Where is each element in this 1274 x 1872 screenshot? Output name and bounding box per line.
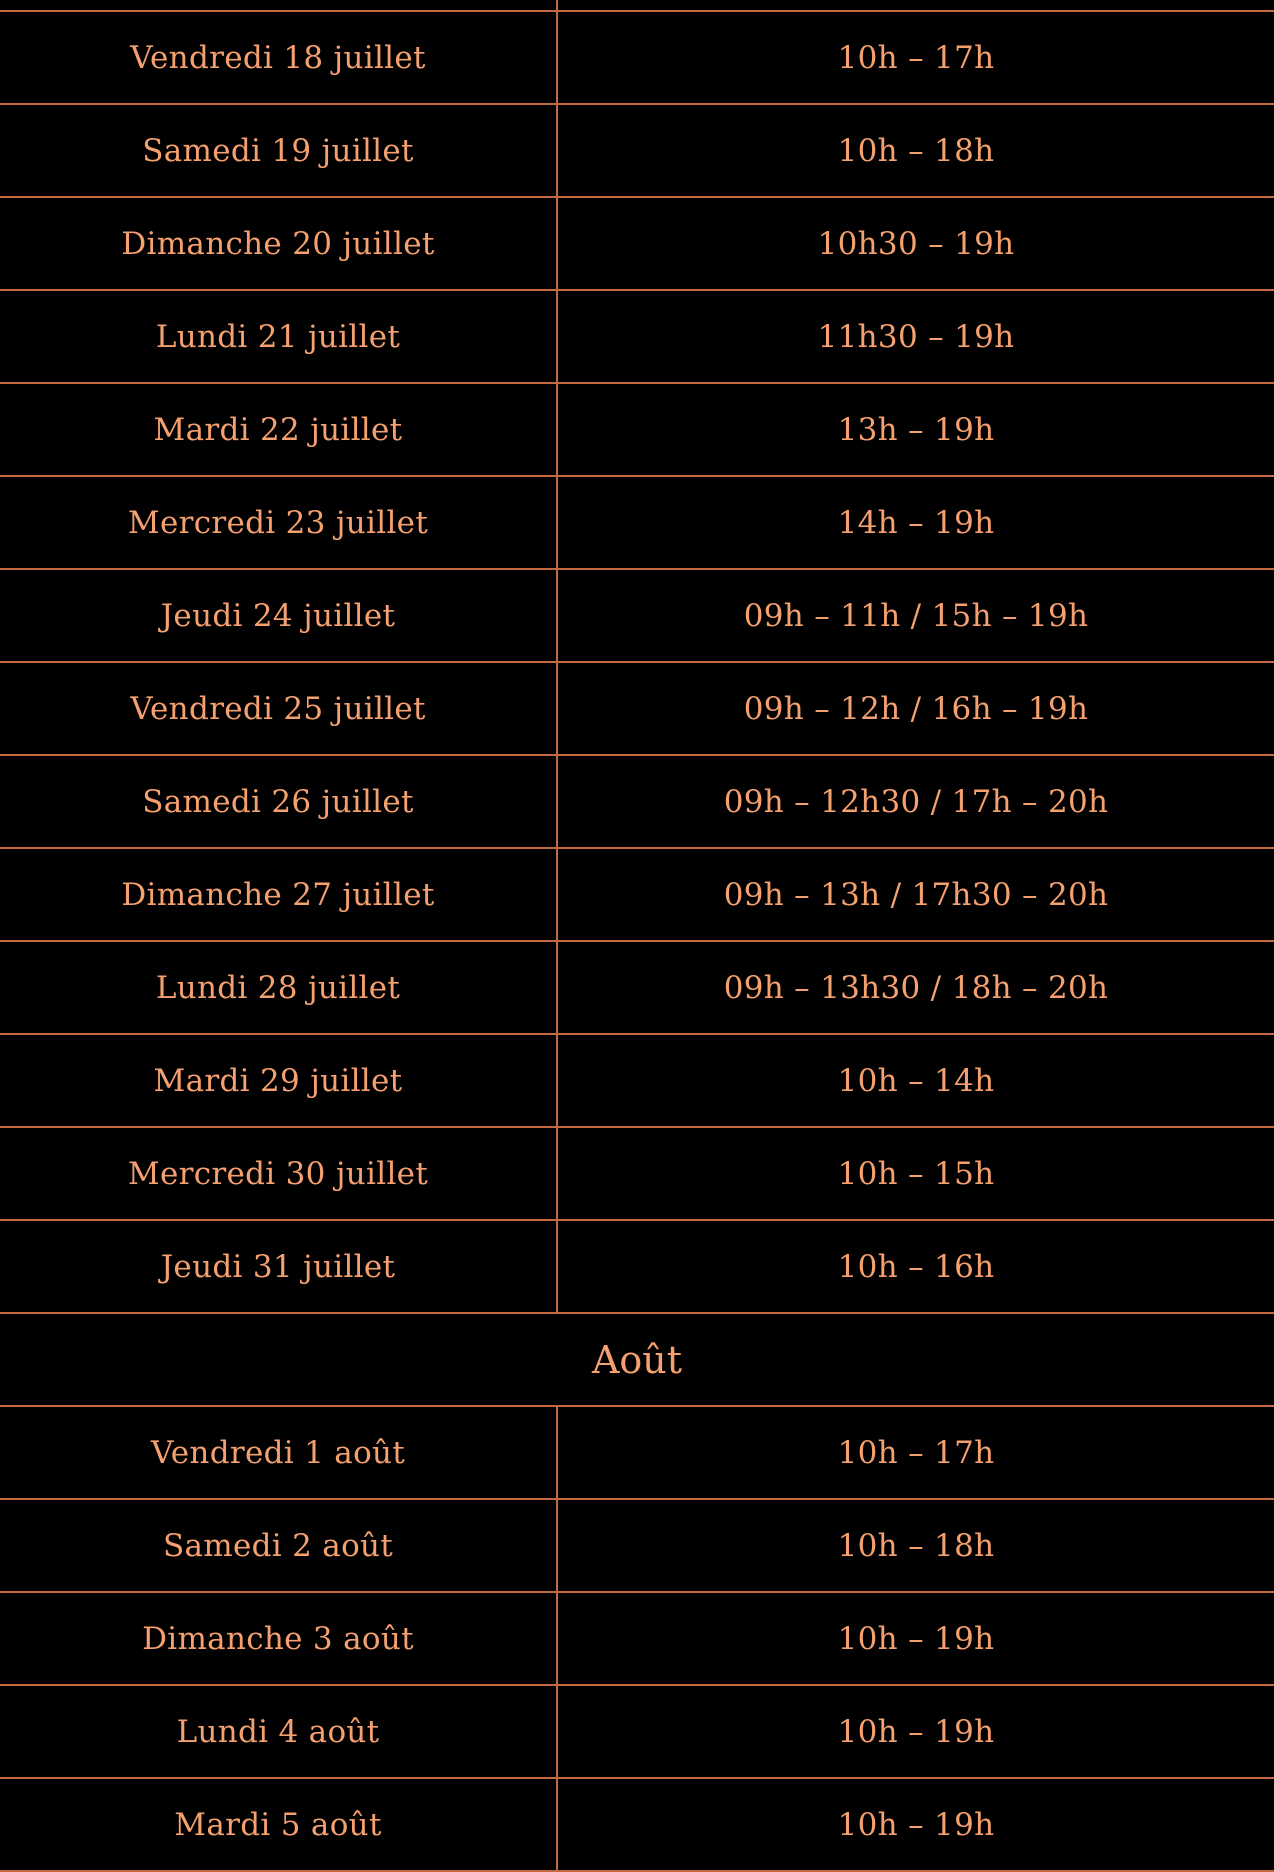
table-row: [0, 1128, 1274, 1221]
day-cell: Mercredi 23 juillet: [0, 477, 558, 568]
table-row: [0, 384, 1274, 477]
day-cell: Vendredi 1 août: [0, 1407, 558, 1498]
day-cell: Jeudi 24 juillet: [0, 570, 558, 661]
hours-cell: 10h – 16h: [837, 1248, 995, 1285]
hours-cell: 10h – 17h: [837, 39, 995, 76]
hours-cell: 11h30 – 19h: [817, 318, 1015, 355]
hours-cell: 10h30 – 19h: [817, 225, 1015, 262]
table-row: [0, 663, 1274, 756]
day-cell: Vendredi 18 juillet: [0, 12, 558, 103]
table-row: [0, 291, 1274, 384]
day-cell: Dimanche 27 juillet: [0, 849, 558, 940]
hours-cell: 10h – 17h: [837, 1434, 995, 1471]
day-cell: Mardi 29 juillet: [0, 1035, 558, 1126]
day-cell: Samedi 2 août: [0, 1500, 558, 1591]
table-row: [0, 1593, 1274, 1686]
hours-cell: 10h – 15h: [837, 1155, 995, 1192]
day-cell: Samedi 26 juillet: [0, 756, 558, 847]
table-row: [0, 1500, 1274, 1593]
hours-cell: 10h – 19h: [837, 1806, 995, 1843]
table-row: [0, 942, 1274, 1035]
hours-cell: 09h – 11h / 15h – 19h: [743, 597, 1089, 634]
day-cell: Dimanche 3 août: [0, 1593, 558, 1684]
hours-cell: 10h – 19h: [837, 1620, 995, 1657]
table-row: [0, 570, 1274, 663]
day-cell: Lundi 21 juillet: [0, 291, 558, 382]
table-row: [0, 105, 1274, 198]
table-row: [0, 1035, 1274, 1128]
table-row: [0, 1686, 1274, 1779]
table-row: [0, 756, 1274, 849]
day-cell: Lundi 4 août: [0, 1686, 558, 1777]
hours-cell: 13h – 19h: [837, 411, 995, 448]
hours-cell: 10h – 19h: [837, 1713, 995, 1750]
table-row: [0, 198, 1274, 291]
day-cell: Samedi 19 juillet: [0, 105, 558, 196]
table-row: [0, 12, 1274, 105]
day-cell: Vendredi 25 juillet: [0, 663, 558, 754]
table-row: [0, 477, 1274, 570]
month-header-august: Août: [0, 1314, 1274, 1407]
day-cell: Dimanche 20 juillet: [0, 198, 558, 289]
hours-cell: 14h – 19h: [837, 504, 995, 541]
july-rows: [0, 12, 1274, 1314]
hours-cell: 10h – 18h: [837, 132, 995, 169]
column-divider-top: [556, 0, 558, 10]
day-cell: Mercredi 30 juillet: [0, 1128, 558, 1219]
day-cell: Lundi 28 juillet: [0, 942, 558, 1033]
hours-cell: 09h – 13h30 / 18h – 20h: [723, 969, 1109, 1006]
day-cell: Mardi 5 août: [0, 1779, 558, 1870]
table-row: [0, 1407, 1274, 1500]
table-row: [0, 1779, 1274, 1872]
hours-cell: 09h – 13h / 17h30 – 20h: [723, 876, 1109, 913]
hours-cell: 09h – 12h / 16h – 19h: [743, 690, 1089, 727]
hours-cell: 10h – 14h: [837, 1062, 995, 1099]
table-row: [0, 1221, 1274, 1314]
day-cell: Mardi 22 juillet: [0, 384, 558, 475]
day-cell: Jeudi 31 juillet: [0, 1221, 558, 1312]
hours-cell: 10h – 18h: [837, 1527, 995, 1564]
august-rows: [0, 1407, 1274, 1872]
table-row: [0, 849, 1274, 942]
hours-cell: 09h – 12h30 / 17h – 20h: [723, 783, 1109, 820]
opening-hours-table: [0, 10, 1274, 1872]
